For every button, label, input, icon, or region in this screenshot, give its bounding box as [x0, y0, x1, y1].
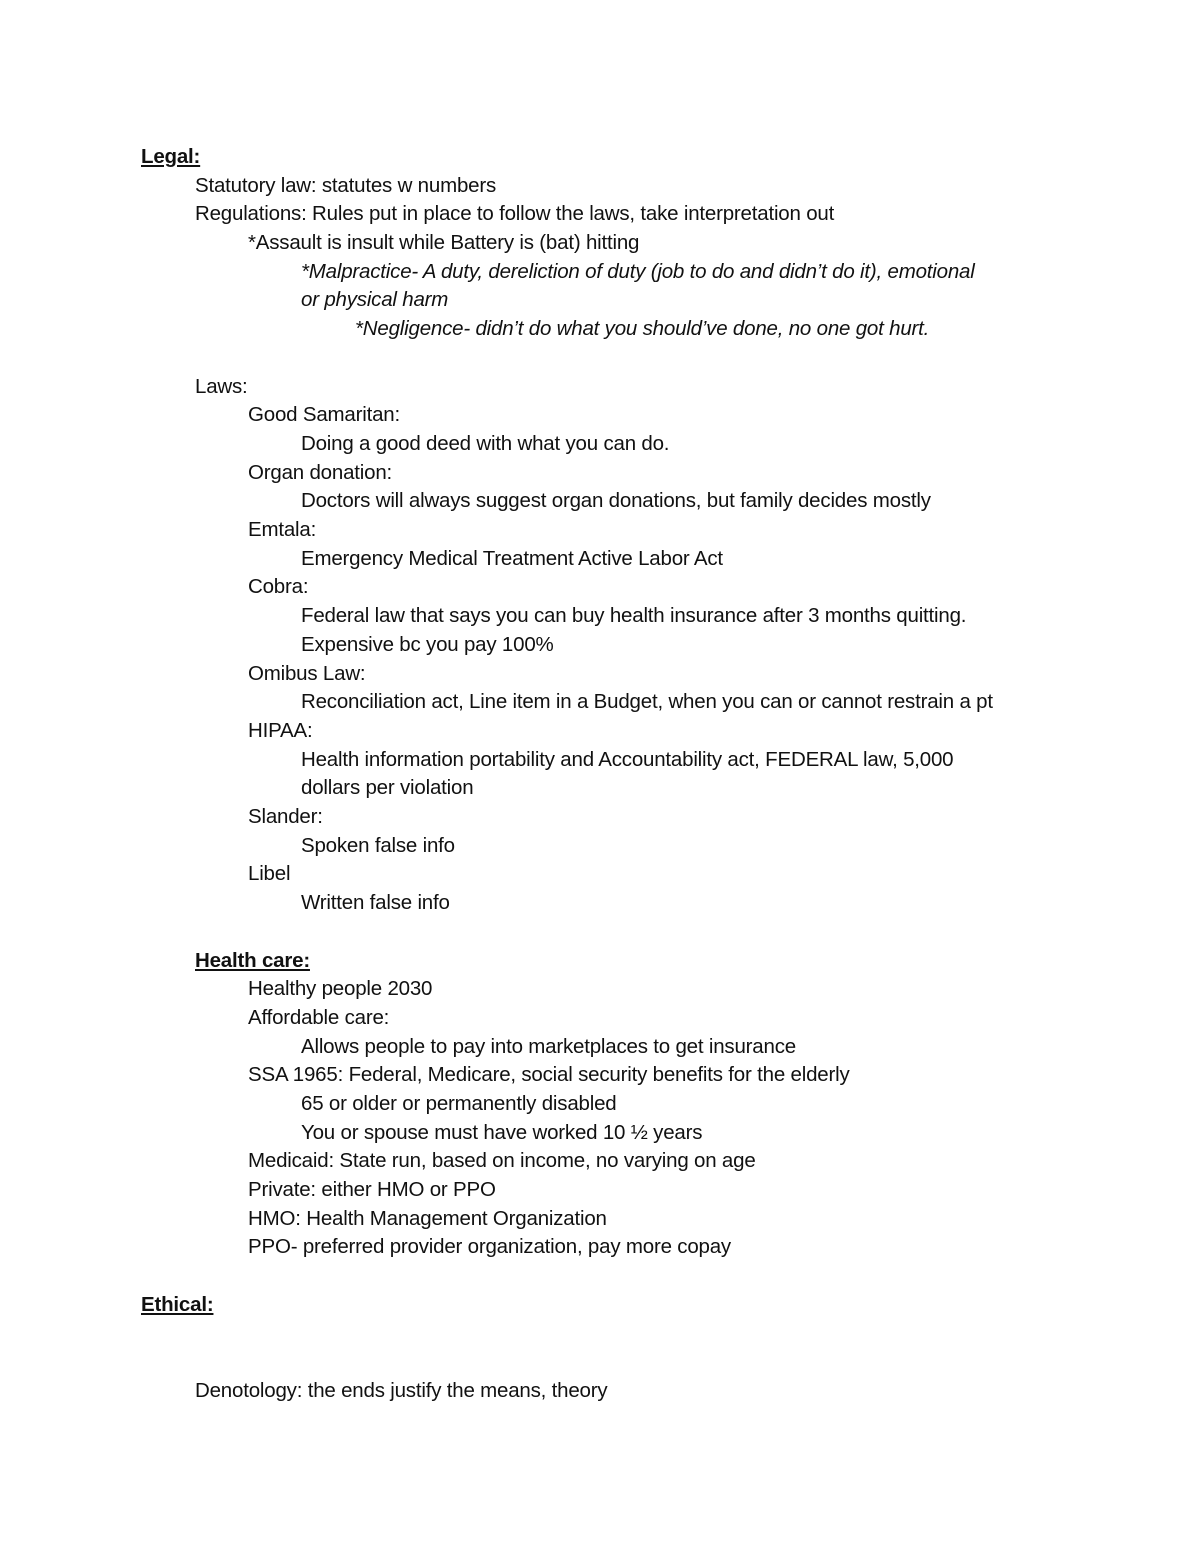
- law-description: Federal law that says you can buy health insurance after 3 months quitting.: [301, 604, 967, 627]
- law-description: Spoken false info: [301, 834, 455, 857]
- law-description: Reconciliation act, Line item in a Budget, when you can or cannot restrain a pt: [301, 690, 993, 713]
- law-name: Good Samaritan:: [248, 403, 400, 426]
- law-name: Omibus Law:: [248, 662, 366, 685]
- private-insurance-line: Private: either HMO or PPO: [248, 1178, 496, 1201]
- affordable-care-description: Allows people to pay into marketplaces to get insurance: [301, 1035, 796, 1058]
- law-description: Expensive bc you pay 100%: [301, 633, 554, 656]
- law-description: Written false info: [301, 891, 450, 914]
- law-name: Emtala:: [248, 518, 317, 541]
- ssa-line: SSA 1965: Federal, Medicare, social security benefits for the elderly: [248, 1063, 850, 1086]
- hmo-line: HMO: Health Management Organization: [248, 1207, 607, 1230]
- law-description: Doctors will always suggest organ donations, but family decides mostly: [301, 489, 931, 512]
- law-name: Slander:: [248, 805, 323, 828]
- law-name: Cobra:: [248, 575, 309, 598]
- law-name: HIPAA:: [248, 719, 313, 742]
- ssa-detail: You or spouse must have worked 10 ½ years: [301, 1121, 703, 1144]
- law-description: Doing a good deed with what you can do.: [301, 432, 670, 455]
- law-description: dollars per violation: [301, 776, 474, 799]
- section-heading-ethical: Ethical:: [141, 1293, 214, 1316]
- section-heading-health-care: Health care:: [195, 949, 310, 972]
- law-name: Libel: [248, 862, 291, 885]
- affordable-care-line: Affordable care:: [248, 1006, 390, 1029]
- regulations-line: Regulations: Rules put in place to follow the laws, take interpretation out: [195, 202, 835, 225]
- negligence-note: *Negligence- didn’t do what you should’ve done, no one got hurt.: [355, 317, 930, 340]
- ssa-detail: 65 or older or permanently disabled: [301, 1092, 617, 1115]
- malpractice-note-continued: or physical harm: [301, 288, 449, 311]
- law-description: Emergency Medical Treatment Active Labor Act: [301, 547, 723, 570]
- law-name: Organ donation:: [248, 461, 393, 484]
- assault-note: *Assault is insult while Battery is (bat) hitting: [248, 231, 640, 254]
- law-description: Health information portability and Accountability act, FEDERAL law, 5,000: [301, 748, 954, 771]
- denotology-line: Denotology: the ends justify the means, theory: [195, 1379, 608, 1402]
- malpractice-note: *Malpractice- A duty, dereliction of duty (job to do and didn’t do it), emotional: [301, 260, 975, 283]
- ppo-line: PPO- preferred provider organization, pay more copay: [248, 1235, 731, 1258]
- healthy-people-line: Healthy people 2030: [248, 977, 433, 1000]
- laws-heading: Laws:: [195, 375, 248, 398]
- medicaid-line: Medicaid: State run, based on income, no varying on age: [248, 1149, 756, 1172]
- statutory-law-line: Statutory law: statutes w numbers: [195, 174, 497, 197]
- section-heading-legal: Legal:: [141, 145, 201, 168]
